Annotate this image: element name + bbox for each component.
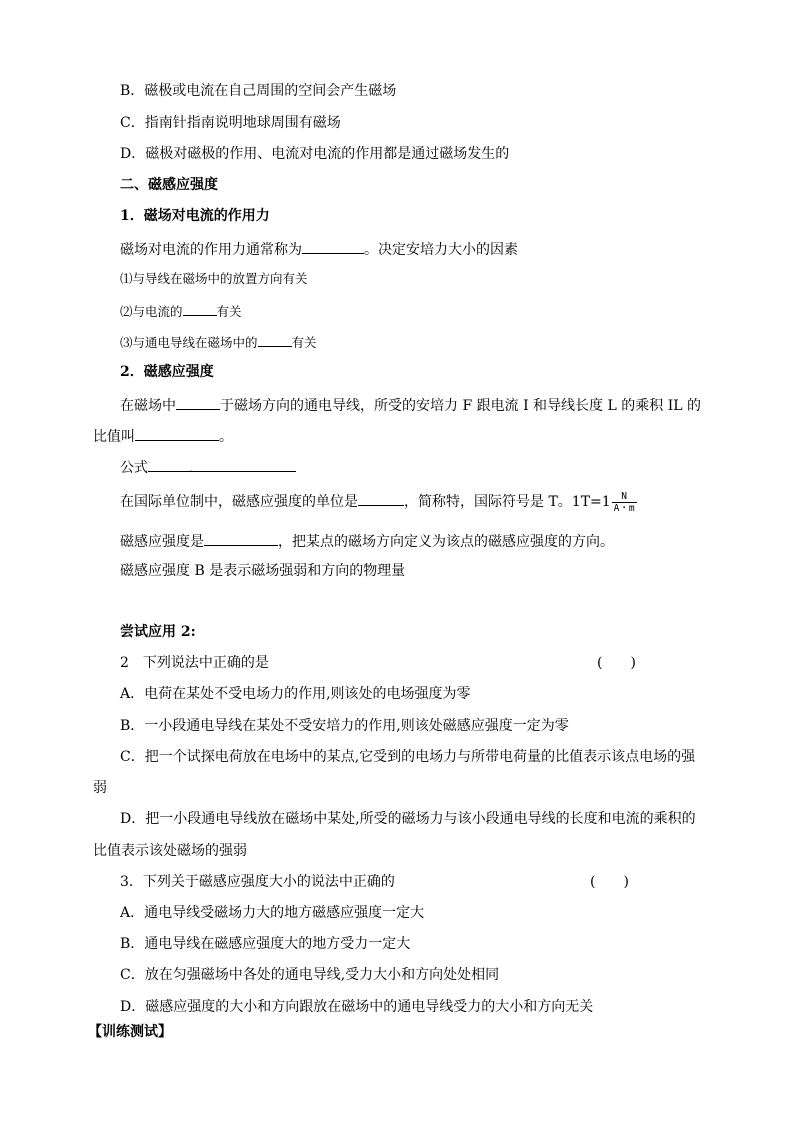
option-d: D．磁极对磁极的作用、电流对电流的作用都是通过磁场发生的 bbox=[120, 146, 510, 162]
factor-item-3-b: 有关 bbox=[291, 335, 317, 350]
factor-item-2 bbox=[120, 300, 242, 322]
definition-b: 于磁场方向的通电导线，所受的安培力 F 跟电流 I 和导线长度 L 的乘积 IL 的 bbox=[220, 398, 701, 414]
factor-item-2-blank[interactable] bbox=[183, 300, 217, 316]
q3-option-c: C．放在匀强磁场中各处的通电导线,受力大小和方向处处相同 bbox=[120, 967, 500, 983]
definition-2-b: 。 bbox=[219, 429, 233, 445]
definition-a: 在磁场中 bbox=[120, 398, 176, 414]
training-heading: 【训练测试】 bbox=[88, 1024, 172, 1040]
apply-title: 尝试应用 2: bbox=[120, 624, 196, 640]
section-title: 二、磁感应强度 bbox=[120, 177, 218, 193]
vector-text-b: ，把某点的磁场方向定义为该点的磁感应强度的方向。 bbox=[278, 534, 614, 550]
q3-option-d: D．磁感应强度的大小和方向跟放在磁场中的通电导线受力的大小和方向无关 bbox=[120, 999, 594, 1015]
factor-item-3 bbox=[120, 331, 317, 353]
ampere-force-text-b: 。决定安培力大小的因素 bbox=[364, 242, 518, 258]
question-2-answer-paren[interactable]: ( ) bbox=[597, 655, 636, 671]
ampere-force-line bbox=[120, 238, 518, 260]
vector-text-a: 磁感应强度是 bbox=[120, 534, 204, 550]
question-3-stem: 3．下列关于磁感应强度大小的说法中正确的 bbox=[120, 874, 395, 890]
ampere-force-blank[interactable] bbox=[302, 238, 364, 254]
q2-option-b: B．一小段通电导线在某处不受安培力的作用,则该处磁感应强度一定为零 bbox=[120, 718, 569, 734]
formula-blank[interactable] bbox=[148, 456, 296, 472]
definition-line-2 bbox=[93, 425, 233, 447]
factor-item-2-b: 有关 bbox=[216, 304, 242, 319]
q2-option-d-line1: D．把一小段通电导线放在磁场中某处,所受的磁场力与该小段通电导线的长度和电流的乘积的 bbox=[120, 811, 696, 827]
definition-blank-1[interactable] bbox=[176, 394, 220, 410]
factor-item-3-a: ⑶与通电导线在磁场中的 bbox=[120, 335, 258, 350]
formula-label: 公式 bbox=[120, 460, 148, 476]
factor-item-2-a: ⑵与电流的 bbox=[120, 304, 183, 319]
unit-text-a: 在国际单位制中，磁感应强度的单位是 bbox=[120, 494, 358, 510]
q2-option-c-line1: C．把一个试探电荷放在电场中的某点,它受到的电场力与所带电荷量的比值表示该点电场的强 bbox=[120, 749, 696, 765]
formula-dot: . bbox=[190, 466, 192, 473]
unit-line bbox=[120, 490, 637, 514]
factor-item-3-blank[interactable] bbox=[258, 331, 292, 347]
factor-item-1: ⑴与导线在磁场中的放置方向有关 bbox=[120, 271, 308, 286]
ampere-force-text-a: 磁场对电流的作用力通常称为 bbox=[120, 242, 302, 258]
unit-text-b: ，简称特，国际符号是 T。1T=1 bbox=[404, 494, 611, 510]
question-3-answer-paren[interactable]: ( ) bbox=[590, 874, 629, 890]
option-c: C．指南针指南说明地球周围有磁场 bbox=[120, 115, 341, 131]
subsection-1-title: 1．磁场对电流的作用力 bbox=[120, 208, 270, 224]
definition-blank-2[interactable] bbox=[135, 425, 219, 441]
tesla-fraction bbox=[612, 491, 637, 514]
formula-line bbox=[120, 456, 296, 478]
definition-2-a: 比值叫 bbox=[93, 429, 135, 445]
meaning-line: 磁感应强度 B 是表示磁场强弱和方向的物理量 bbox=[120, 563, 406, 579]
q2-option-d-line2: 比值表示该处磁场的强弱 bbox=[93, 843, 247, 859]
vector-line bbox=[120, 530, 614, 552]
fraction-denominator: A・m bbox=[613, 502, 635, 514]
option-b: B．磁极或电流在自己周围的空间会产生磁场 bbox=[120, 83, 397, 99]
q2-option-a: A．电荷在某处不受电场力的作用,则该处的电场强度为零 bbox=[120, 686, 471, 702]
definition-line-1 bbox=[120, 394, 701, 416]
subsection-2-title: 2．磁感应强度 bbox=[120, 364, 214, 380]
fraction-numerator: N bbox=[612, 491, 637, 503]
q2-option-c-line2: 弱 bbox=[93, 780, 107, 796]
q3-option-a: A．通电导线受磁场力大的地方磁感应强度一定大 bbox=[120, 905, 425, 921]
vector-blank[interactable] bbox=[204, 530, 278, 546]
q3-option-b: B．通电导线在磁感应强度大的地方受力一定大 bbox=[120, 936, 411, 952]
question-2-stem: 2 下列说法中正确的是 bbox=[120, 655, 269, 671]
unit-blank[interactable] bbox=[358, 490, 404, 506]
